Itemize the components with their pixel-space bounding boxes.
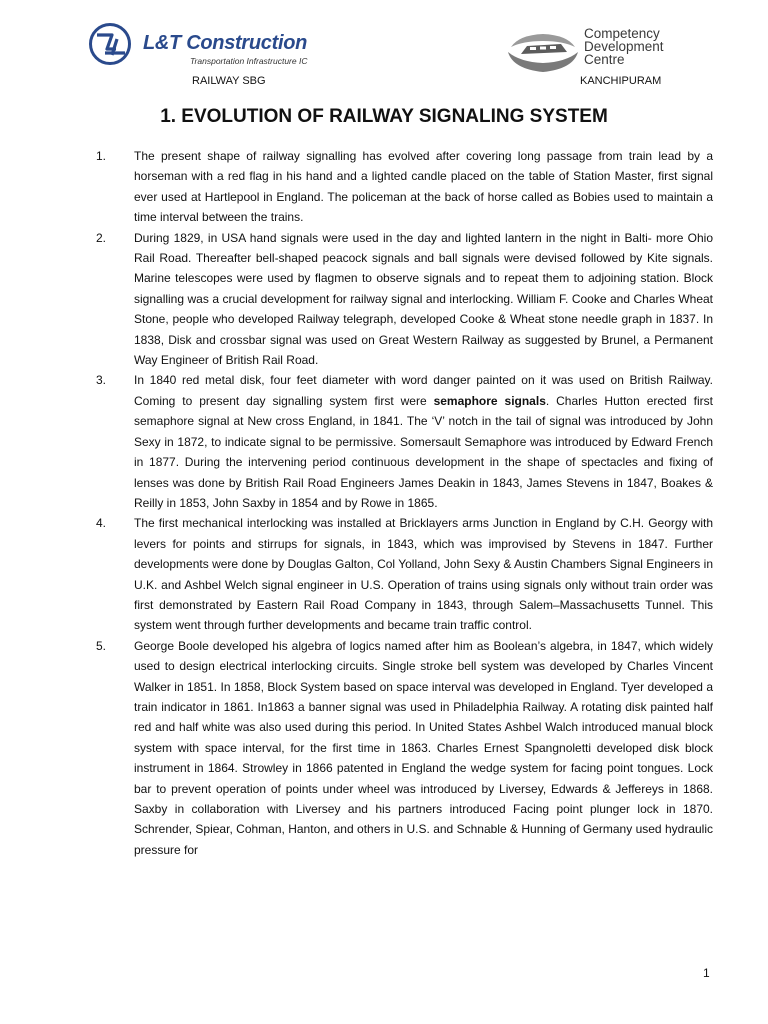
bold-term: semaphore signals <box>433 393 546 408</box>
page-header <box>0 0 768 95</box>
division-tag: RAILWAY SBG <box>192 75 266 87</box>
item-number: 2. <box>96 230 107 245</box>
centre-name <box>584 27 664 66</box>
list-item <box>96 513 713 635</box>
centre-name-line: Competency <box>584 26 660 41</box>
cdc-logo-icon <box>505 26 581 74</box>
centre-name-line: Centre <box>584 52 625 67</box>
company-name: L&T Construction <box>143 32 308 54</box>
location-tag: KANCHIPURAM <box>580 75 662 87</box>
item-text-part: In 1840 red metal disk, four feet diameter with word danger painted on it was used on British Railway. Coming to present day signalling system first were <box>134 373 713 408</box>
document-title: 1. EVOLUTION OF RAILWAY SIGNALING SYSTEM <box>160 106 608 127</box>
item-number: 3. <box>96 373 107 388</box>
item-text: George Boole developed his algebra of logics named after him as Boolean’s algebra, in 1847, which widely used to design electrical interlocking circuits. Single stroke bell system was developed by Charles Vincent Walker in 1851. In 1858, Block System based on space interval was developed in England. Tyer developed a train indicator in 1861. In1863 a banner signal was used in Philadelphia Railway. A rotating disk painted half red and half white was also used during this period. In United States Ashbel Walch introduced manual block system with space interval, for the first time in 1863. Charles Ernest Spangnoletti developed disk block instrument in 1864. Strowley in 1866 patented in England the wedge system for facing point tongues. Lock bar to prevent operation of points under wheel was introduced by Liversey, Edwards & Jeffereys in 1868. Saxby in collaboration with Liversey and his partners introduced Facing point plunger lock in 1870. Schrender, Spiear, Cohman, Hanton, and others in U.S. and Schnable & Hunning of Germany used hydraulic pressure for <box>134 638 713 857</box>
history-list <box>96 146 713 860</box>
company-subtitle: Transportation Infrastructure IC <box>190 56 308 66</box>
item-text: During 1829, in USA hand signals were used in the day and lighted lantern in the night in Balti- more Ohio Rail Road. Thereafter bell-shaped peacock signals and ball signals were devised followed by Kite signals. Marine telescopes were used by flagmen to observe signals and to repeat them to adjoining station. Block signalling was a crucial development for railway signal and interlocking. William F. Cooke and Charles Wheat Stone, people who developed Railway telegraph, developed Cooke & Wheat stone needle graph in 1837. In 1838, Disk and crossbar signal was used on Great Western Railway as suggested by Brunel, a Permanent Way Engineer of British Rail Road. <box>134 230 713 368</box>
page-number: 1 <box>703 966 710 980</box>
item-text <box>134 373 713 509</box>
list-item <box>96 636 713 860</box>
lt-logo-icon <box>88 22 132 66</box>
list-item <box>96 228 713 371</box>
item-text-part: . Charles Hutton erected first semaphore signal at New cross England, in 1841. The ‘V’ notch in the tail of signal was introduced by John Sexy in 1872, to indicate signal to be permissive. Somersault Semaphore was introduced by Edward French in 1877. During the intervening period continuous development in the shape of spectacles and fixing of lenses was done by British Rail Road Engineers James Deakin in 1843, James Stevens in 1847, Boakes & Reilly in 1853, John Saxby in 1854 and by Rowe in 1865. <box>134 393 713 510</box>
item-number: 1. <box>96 149 107 163</box>
centre-name-line: Development <box>584 39 664 54</box>
item-number: 5. <box>96 638 107 653</box>
item-text: The present shape of railway signalling has evolved after covering long passage from train lead by a horseman with a red flag in his hand and a lighted candle placed on the table of Station Master, first signal ever used at Hartlepool in England. The policeman at the back of horse called as Bobies used to maintain a time interval between the trains. <box>134 149 713 225</box>
item-text: The first mechanical interlocking was installed at Bricklayers arms Junction in England by C.H. Georgy with levers for points and stirrups for signals, in 1843, which was improvised by Stevens in 1847. Further developments were done by Douglas Galton, Col Yolland, John Sexy & Austin Chambers Signal Engineers in U.K. and Ashbel Welch signal engineer in U.S. Operation of trains using signals only without train order was first demonstrated by Eastern Rail Road Company in 1843, through Salem–Massachusetts Tunnel. This system went through further developments and became train traffic control. <box>134 516 713 633</box>
list-item <box>96 146 713 228</box>
list-item <box>96 370 713 513</box>
item-number: 4. <box>96 516 107 531</box>
